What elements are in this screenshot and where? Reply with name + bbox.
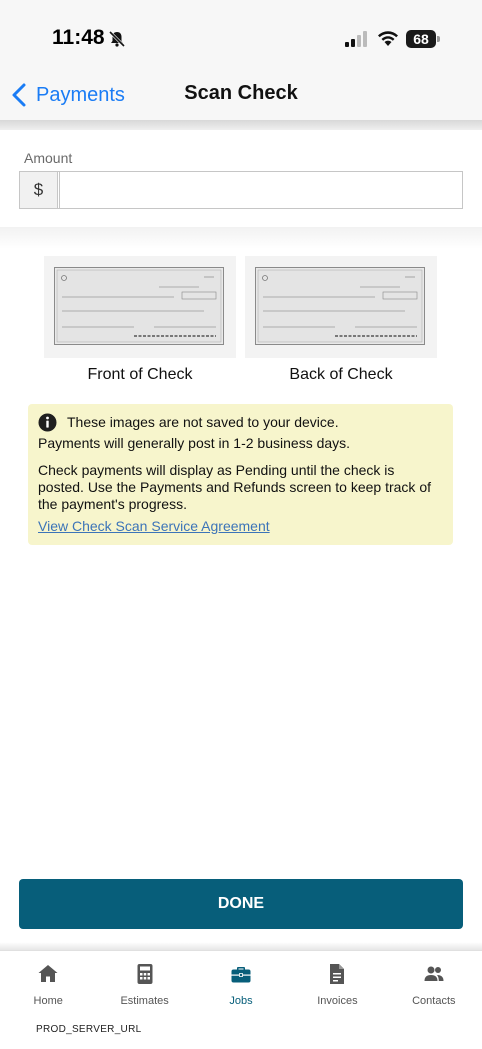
tab-bar bbox=[0, 950, 482, 1020]
back-button[interactable] bbox=[10, 78, 125, 112]
calculator-icon bbox=[134, 963, 156, 985]
signal-icon bbox=[345, 31, 369, 47]
section-divider bbox=[0, 227, 482, 249]
check-back-image bbox=[255, 267, 425, 345]
info-icon bbox=[38, 413, 57, 432]
tab-jobs[interactable] bbox=[193, 951, 289, 1020]
tab-label: Home bbox=[33, 995, 63, 1007]
navigation-bar bbox=[0, 70, 482, 120]
info-notice bbox=[28, 404, 453, 545]
amount-input-group bbox=[19, 171, 463, 209]
server-url-label: PROD_SERVER_URL bbox=[36, 1024, 142, 1035]
currency-prefix: $ bbox=[20, 172, 58, 208]
back-check-capture[interactable] bbox=[245, 256, 437, 358]
tab-label: Invoices bbox=[317, 995, 358, 1007]
status-time: 11:48 bbox=[52, 26, 105, 49]
front-check-capture[interactable] bbox=[44, 256, 236, 358]
info-text-pending: Check payments will display as Pending until the check is posted. Use the Payments and Refunds screen to keep track of the payment's progress. bbox=[38, 462, 431, 512]
tab-estimates[interactable] bbox=[96, 951, 192, 1020]
tab-home[interactable] bbox=[0, 951, 96, 1020]
back-button-label: Payments bbox=[36, 83, 125, 106]
tab-label: Estimates bbox=[120, 995, 169, 1007]
service-agreement-link[interactable]: View Check Scan Service Agreement bbox=[38, 518, 270, 534]
tab-contacts[interactable] bbox=[386, 951, 482, 1020]
info-text-posting: Payments will generally post in 1-2 business days. bbox=[38, 435, 351, 451]
tab-label: Contacts bbox=[412, 995, 456, 1007]
battery-indicator bbox=[406, 30, 440, 48]
check-front-image bbox=[54, 267, 224, 345]
chevron-left-icon bbox=[10, 82, 28, 108]
info-text-not-saved: These images are not saved to your device. bbox=[67, 414, 339, 430]
tab-label: Jobs bbox=[229, 995, 253, 1007]
amount-label: Amount bbox=[24, 150, 73, 166]
front-check-label: Front of Check bbox=[87, 366, 193, 383]
nav-divider bbox=[0, 120, 482, 130]
document-icon bbox=[326, 963, 348, 985]
bell-muted-icon bbox=[108, 30, 126, 48]
status-bar bbox=[0, 0, 482, 70]
briefcase-icon bbox=[230, 963, 252, 985]
back-check-label: Back of Check bbox=[289, 366, 393, 383]
tab-invoices[interactable] bbox=[289, 951, 385, 1020]
page-title: Scan Check bbox=[184, 82, 298, 104]
battery-level: 68 bbox=[413, 31, 429, 47]
wifi-icon bbox=[377, 29, 399, 47]
home-icon bbox=[37, 963, 59, 985]
tab-bar-shadow bbox=[0, 942, 482, 950]
done-button[interactable]: DONE bbox=[19, 879, 463, 929]
contacts-icon bbox=[423, 963, 445, 985]
amount-input[interactable] bbox=[59, 172, 462, 208]
amount-section bbox=[0, 130, 482, 227]
